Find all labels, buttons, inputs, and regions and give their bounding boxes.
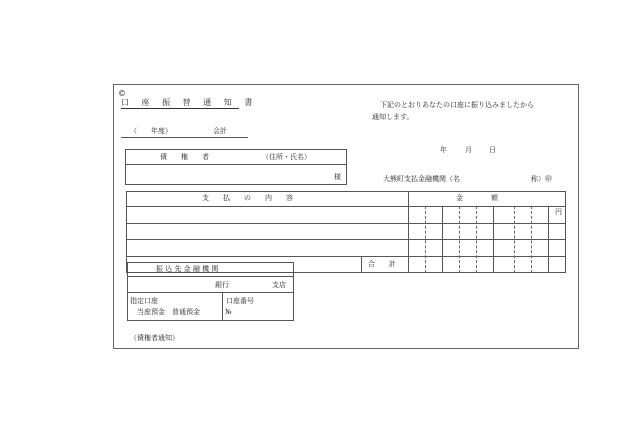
copyright-mark: © — [118, 89, 126, 98]
creditor-header-divider — [125, 164, 347, 165]
bank-box-vdivider — [222, 292, 223, 321]
account-types-label: 当座預金 普通預金 — [137, 308, 200, 316]
designated-account-label: 指定口座 — [130, 297, 158, 305]
seal-label: 称）㊞ — [531, 175, 552, 183]
date-month-label: 月 — [465, 146, 472, 154]
bank-label: 銀行 — [215, 281, 229, 289]
yen-unit: 円 — [555, 208, 562, 216]
digit-divider — [459, 206, 460, 273]
digit-divider — [493, 206, 494, 273]
fiscal-year-underline — [121, 137, 248, 138]
total-label: 合 計 — [368, 260, 396, 268]
fiscal-year-label: （ 年度） — [130, 127, 172, 135]
digit-divider — [531, 206, 532, 273]
form-title: 口 座 振 替 通 知 書 — [121, 98, 258, 107]
number-abbr: № — [225, 308, 232, 316]
table-row-divider-2 — [126, 239, 566, 240]
total-cell-divider — [361, 256, 362, 273]
digit-divider — [514, 206, 515, 273]
digit-divider — [442, 206, 443, 273]
bank-box-divider-1 — [127, 276, 294, 277]
footer-note: （債権者通知） — [130, 334, 179, 342]
creditor-header-sub: （住所・氏名） — [262, 153, 311, 161]
table-header-divider — [126, 206, 566, 207]
account-number-label: 口座番号 — [226, 297, 254, 305]
payer-institution-label: 大熊町支払金融機関（名 — [383, 175, 460, 183]
content-header: 支 払 の 内 容 — [202, 194, 293, 202]
account-label: 会計 — [213, 127, 227, 135]
bank-box-divider-2 — [127, 292, 294, 293]
branch-label: 支店 — [272, 281, 286, 289]
table-row-divider-1 — [126, 223, 566, 224]
table-row-divider-3 — [126, 256, 566, 257]
date-year-label: 年 — [440, 146, 447, 154]
payment-table — [126, 191, 566, 273]
digit-divider — [476, 206, 477, 273]
bank-box-header: 振 込 先 金 融 機 関 — [156, 265, 219, 273]
content-amount-divider — [408, 191, 409, 273]
creditor-header-label: 債 権 者 — [160, 153, 209, 161]
creditor-honorific: 様 — [334, 173, 341, 181]
digit-divider — [548, 206, 549, 273]
notice-text-line2: 通知します。 — [372, 113, 414, 121]
date-day-label: 日 — [489, 146, 496, 154]
notice-text-line1: 下記のとおりあなたの口座に振り込みましたから — [380, 101, 534, 109]
digit-divider — [425, 206, 426, 273]
creditor-box — [125, 149, 347, 185]
amount-header: 金 額 — [456, 194, 498, 202]
